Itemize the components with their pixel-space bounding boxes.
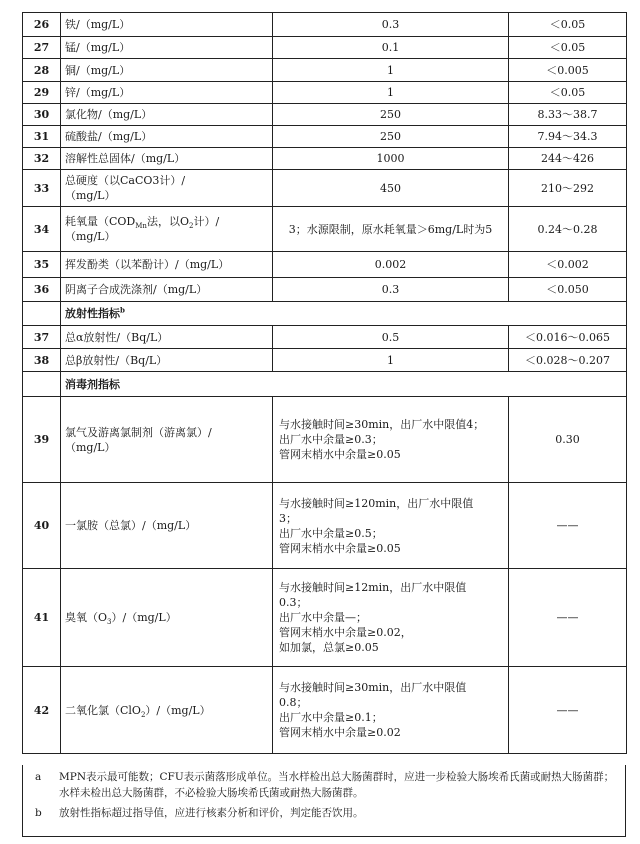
empty-cell xyxy=(23,372,61,397)
row-number: 34 xyxy=(23,207,61,252)
footnote-b xyxy=(35,805,617,821)
limit-line: 管网末梢水中余量≥0.02， xyxy=(279,626,412,639)
limit-line: 管网末梢水中余量≥0.02 xyxy=(279,726,401,739)
reference-value: —— xyxy=(509,667,627,754)
table-row xyxy=(23,252,627,278)
limit-value: 250 xyxy=(273,126,509,148)
limit-line: 与水接触时间≥120min，出厂水中限值 xyxy=(279,496,474,510)
limit-value: 250 xyxy=(273,104,509,126)
limit-value: 1 xyxy=(273,82,509,104)
reference-value: 0.24～0.28 xyxy=(509,207,627,252)
limit-value: 0.5 xyxy=(273,326,509,349)
limit-value xyxy=(273,667,509,754)
limit-line: 如加氯，总氯≥0.05 xyxy=(279,641,379,654)
row-number: 40 xyxy=(23,483,61,569)
row-number: 38 xyxy=(23,349,61,372)
indicator-name xyxy=(61,569,273,667)
table-row xyxy=(23,59,627,82)
limit-line: 与水接触时间≥30min，出厂水中限值4； xyxy=(279,418,485,431)
row-number: 30 xyxy=(23,104,61,126)
table-row xyxy=(23,37,627,59)
footnote-a xyxy=(35,769,617,801)
indicator-name: 总α放射性/（Bq/L） xyxy=(61,326,273,349)
name-line: （mg/L） xyxy=(65,440,116,454)
limit-value: 3；水源限制，原水耗氧量＞6mg/L时为5 xyxy=(273,207,509,252)
indicator-name: 溶解性总固体/（mg/L） xyxy=(61,148,273,170)
limit-value: 1000 xyxy=(273,148,509,170)
indicator-name xyxy=(61,667,273,754)
row-number: 42 xyxy=(23,667,61,754)
indicator-name: 氯化物/（mg/L） xyxy=(61,104,273,126)
limit-line: 出厂水中余量≥0.5； xyxy=(279,526,383,540)
name-line: 氯气及游离氯制剂（游离氯）/ xyxy=(65,425,212,439)
subscript: 2 xyxy=(188,222,194,231)
row-number: 37 xyxy=(23,326,61,349)
indicator-name: 铜/（mg/L） xyxy=(61,59,273,82)
row-number: 27 xyxy=(23,37,61,59)
indicator-name: 硫酸盐/（mg/L） xyxy=(61,126,273,148)
limit-line: 与水接触时间≥30min，出厂水中限值 xyxy=(279,681,467,694)
limit-line: 管网末梢水中余量≥0.05 xyxy=(279,541,401,555)
reference-value: ＜0.016～0.065 xyxy=(509,326,627,349)
row-number: 28 xyxy=(23,59,61,82)
name-part: 臭氧（O xyxy=(65,611,108,624)
section-row-disinfectant xyxy=(23,372,627,397)
table-row xyxy=(23,148,627,170)
table-row xyxy=(23,207,627,252)
indicator-name: 锰/（mg/L） xyxy=(61,37,273,59)
table-row xyxy=(23,397,627,483)
reference-value: —— xyxy=(509,483,627,569)
reference-value: 210～292 xyxy=(509,170,627,207)
limit-value: 0.1 xyxy=(273,37,509,59)
reference-value: ＜0.05 xyxy=(509,13,627,37)
indicator-name: 铁/（mg/L） xyxy=(61,13,273,37)
name-part: ）/（mg/L） xyxy=(145,703,211,717)
limit-line: 出厂水中余量—； xyxy=(279,611,367,624)
reference-value: 244～426 xyxy=(509,148,627,170)
reference-value: 8.33～38.7 xyxy=(509,104,627,126)
table-row xyxy=(23,13,627,37)
limit-value xyxy=(273,397,509,483)
limit-value: 0.3 xyxy=(273,13,509,37)
limit-value xyxy=(273,483,509,569)
reference-value: 7.94～34.3 xyxy=(509,126,627,148)
limit-value: 0.3 xyxy=(273,278,509,302)
water-quality-table xyxy=(22,12,627,754)
empty-cell xyxy=(23,302,61,326)
limit-value: 0.002 xyxy=(273,252,509,278)
name-part: 法，以O xyxy=(146,215,189,228)
table-row xyxy=(23,170,627,207)
limit-line: 3； xyxy=(279,511,297,525)
table-row xyxy=(23,483,627,569)
reference-value: ＜0.05 xyxy=(509,37,627,59)
row-number: 41 xyxy=(23,569,61,667)
row-number: 26 xyxy=(23,13,61,37)
table-row xyxy=(23,326,627,349)
limit-value xyxy=(273,569,509,667)
reference-value: ＜0.050 xyxy=(509,278,627,302)
row-number: 33 xyxy=(23,170,61,207)
footnote-marker: b xyxy=(120,305,125,315)
footnote-text: MPN表示最可能数；CFU表示菌落形成单位。当水样检出总大肠菌群时，应进一步检验大肠埃希氏菌或耐热大肠菌群；水样未检出总大肠菌群，不必检验大肠埃希氏菌或耐热大肠菌群。 xyxy=(59,771,615,799)
name-part: ）/（mg/L） xyxy=(111,611,177,624)
name-line: 总硬度（以CaCO3计）/ xyxy=(65,174,186,187)
footnote-label: a xyxy=(35,771,42,783)
table-row xyxy=(23,82,627,104)
row-number: 29 xyxy=(23,82,61,104)
limit-value: 1 xyxy=(273,349,509,372)
reference-value: ＜0.005 xyxy=(509,59,627,82)
indicator-name: 阴离子合成洗涤剂/（mg/L） xyxy=(61,278,273,302)
name-part: 耗氧量（COD xyxy=(65,215,136,228)
name-line: （mg/L） xyxy=(65,189,116,202)
row-number: 32 xyxy=(23,148,61,170)
table-row xyxy=(23,278,627,302)
section-title: 放射性指标 xyxy=(65,307,120,320)
subscript: Mn xyxy=(135,222,147,231)
limit-line: 出厂水中余量≥0.1； xyxy=(279,711,383,724)
indicator-name xyxy=(61,397,273,483)
limit-line: 出厂水中余量≥0.3； xyxy=(279,433,383,446)
limit-line: 0.8； xyxy=(279,696,308,709)
limit-line: 0.3； xyxy=(279,596,308,609)
table-row xyxy=(23,667,627,754)
indicator-name: 一氯胺（总氯）/（mg/L） xyxy=(61,483,273,569)
footnote-label: b xyxy=(35,807,42,819)
indicator-name: 锌/（mg/L） xyxy=(61,82,273,104)
table-row xyxy=(23,104,627,126)
table-notes xyxy=(22,765,626,837)
reference-value: ＜0.002 xyxy=(509,252,627,278)
limit-value: 1 xyxy=(273,59,509,82)
indicator-name: 总β放射性/（Bq/L） xyxy=(61,349,273,372)
indicator-name: 挥发酚类（以苯酚计）/（mg/L） xyxy=(61,252,273,278)
table-row xyxy=(23,349,627,372)
row-number: 36 xyxy=(23,278,61,302)
reference-value: 0.30 xyxy=(509,397,627,483)
indicator-name xyxy=(61,207,273,252)
limit-line: 与水接触时间≥12min，出厂水中限值 xyxy=(279,581,467,594)
limit-value: 450 xyxy=(273,170,509,207)
name-line: （mg/L） xyxy=(65,230,116,243)
reference-value: ＜0.05 xyxy=(509,82,627,104)
row-number: 35 xyxy=(23,252,61,278)
indicator-name xyxy=(61,170,273,207)
name-part: 计）/ xyxy=(193,215,220,228)
row-number: 39 xyxy=(23,397,61,483)
row-number: 31 xyxy=(23,126,61,148)
reference-value: ＜0.028～0.207 xyxy=(509,349,627,372)
limit-line: 管网末梢水中余量≥0.05 xyxy=(279,448,401,461)
table-row xyxy=(23,126,627,148)
section-title: 消毒剂指标 xyxy=(65,377,120,391)
section-row-radioactive xyxy=(23,302,627,326)
name-part: 二氧化氯（ClO xyxy=(65,703,141,717)
subscript: 2 xyxy=(140,710,146,719)
section-label xyxy=(61,372,627,397)
section-label xyxy=(61,302,627,326)
table-row xyxy=(23,569,627,667)
footnote-text: 放射性指标超过指导值，应进行核素分析和评价，判定能否饮用。 xyxy=(59,807,364,819)
reference-value: —— xyxy=(509,569,627,667)
subscript: 3 xyxy=(107,618,112,627)
